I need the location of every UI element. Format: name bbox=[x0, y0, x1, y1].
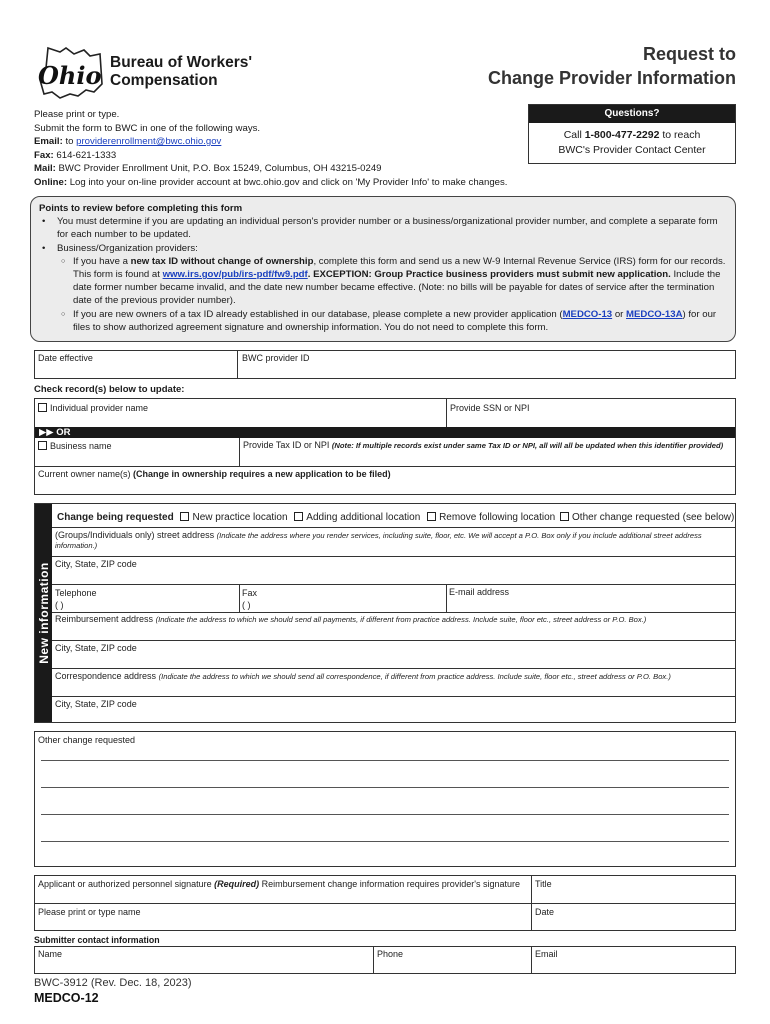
form-number: MEDCO-12 bbox=[34, 991, 99, 1005]
change-requested-label: Change being requested bbox=[57, 512, 174, 523]
new-practice-checkbox[interactable] bbox=[180, 512, 189, 521]
remove-location-checkbox[interactable] bbox=[427, 512, 436, 521]
email-link[interactable]: providerenrollment@bwc.ohio.gov bbox=[76, 136, 222, 147]
questions-heading: Questions? bbox=[529, 105, 735, 123]
fax-field[interactable]: Fax ( ) bbox=[242, 588, 258, 610]
other-change-checkbox[interactable] bbox=[560, 512, 569, 521]
other-change-line bbox=[41, 814, 729, 815]
revision-label: BWC-3912 (Rev. Dec. 18, 2023) bbox=[34, 977, 192, 989]
submitter-phone-field[interactable]: Phone bbox=[377, 949, 404, 959]
submitter-row bbox=[34, 946, 736, 974]
print-name-field[interactable]: Please print or type name bbox=[38, 907, 141, 917]
date-effective-field[interactable]: Date effective bbox=[38, 353, 93, 363]
new-information-side-label: New information bbox=[35, 504, 52, 722]
email-address-field[interactable]: E-mail address bbox=[449, 587, 510, 597]
telephone-field[interactable]: Telephone ( ) bbox=[55, 588, 97, 610]
date-provider-row bbox=[34, 350, 736, 379]
business-label: Business name bbox=[50, 441, 112, 451]
business-checkbox[interactable] bbox=[38, 441, 47, 450]
other-change-line bbox=[41, 841, 729, 842]
city-state-zip-3[interactable]: City, State, ZIP code bbox=[55, 699, 137, 709]
new-information-section: New information Change being requested New practice location Adding additional location Remove following location Other change requested (see below) (Groups/Individuals only) street address (Indicate the address where you render services, including suite, floor, etc. We will accept a P.O. Box only if you include additional street address information.) City, State, ZIP code Telephone ( ) Fax ( ) E-mail address Reimbursement address (Indicate the address to which we should send all payments, if different from practice address. Include suite, floor etc., street address or P.O. Box.) City, State, ZIP code Correspondence address (Indicate the address to which we should send all correspondence, if different from practice address. Include suite, floor etc., street address or P.O. Box.) City, State, ZIP code bbox=[34, 503, 736, 723]
bwc-provider-id-field[interactable]: BWC provider ID bbox=[242, 353, 310, 363]
signature-field[interactable]: Applicant or authorized personnel signature (Required) Reimbursement change information requires provider's signature bbox=[38, 879, 521, 889]
or-divider: ▶▶ OR bbox=[35, 427, 735, 438]
questions-box: Questions? Call 1-800-477-2292 to reach BWC's Provider Contact Center bbox=[528, 104, 736, 164]
tax-id-npi-field[interactable]: Provide Tax ID or NPI (Note: If multiple records exist under same Tax ID or NPI, all will all be updated when this identifier provided) bbox=[243, 440, 724, 450]
points-to-review: Points to review before completing this form • You must determine if you are updating an individual person's provider number or a business/organizational provider number, and complete a separate form for each number to be updated. • Business/Organization providers: ○ If you have a new tax ID without change of ownership, complete this form and send us a new W-9 Internal Revenue Service (IRS) form for our records. This form is found at www.irs.gov/pub/irs-pdf/fw9.pdf. EXCEPTION: Group Practice business providers must submit new application. Include the date former number became invalid, and the date new number became effective. (Note: no bills will be payable for dates of service after the termination date of the previous provider number). ○ If you are new owners of a tax ID already established in our database, please complete a new provider application (MEDCO-13 or MEDCO-13A) for our files to show authorized agreement signature and ownership information. You do not need to complete this form. bbox=[30, 196, 736, 342]
other-change-section[interactable] bbox=[34, 731, 736, 867]
individual-checkbox[interactable] bbox=[38, 403, 47, 412]
irs-w9-link[interactable]: www.irs.gov/pub/irs-pdf/fw9.pdf bbox=[162, 269, 308, 281]
street-address-field[interactable]: (Groups/Individuals only) street address (Indicate the address where you render services, including suite, floor, etc. We will accept a P.O. Box only if you include additional street address information.) bbox=[55, 530, 702, 550]
individual-label: Individual provider name bbox=[50, 403, 149, 413]
submitter-email-field[interactable]: Email bbox=[535, 949, 558, 959]
current-owner-field[interactable]: Current owner name(s) (Change in ownership requires a new application to be filed) bbox=[38, 469, 391, 479]
medco-13-link[interactable]: MEDCO-13 bbox=[562, 308, 613, 320]
bureau-name: Bureau of Workers' Compensation bbox=[110, 54, 253, 89]
title-field[interactable]: Title bbox=[535, 879, 552, 889]
check-records-heading: Check record(s) below to update: bbox=[34, 384, 185, 395]
submitter-heading: Submitter contact information bbox=[34, 935, 160, 945]
submitter-name-field[interactable]: Name bbox=[38, 949, 63, 959]
submission-instructions: Please print or type. Submit the form to BWC in one of the following ways. Email: to providerenrollment@bwc.ohio.gov Fax: 614-621-1333 Mail: BWC Provider Enrollment Unit, P.O. Box 15249, Columbus, OH 43215-0249 Online: Log into your on-line provider account at bwc.ohio.gov and click on 'My Provider Info' to make changes. bbox=[34, 109, 508, 188]
date-field[interactable]: Date bbox=[535, 907, 555, 917]
ssn-npi-field[interactable]: Provide SSN or NPI bbox=[450, 403, 530, 413]
signature-section bbox=[34, 875, 736, 931]
form-footer bbox=[34, 976, 192, 1007]
ohio-logo bbox=[30, 44, 108, 100]
page-title: Request to Change Provider Information bbox=[487, 44, 736, 88]
other-change-line bbox=[41, 760, 729, 761]
other-change-label: Other change requested bbox=[38, 735, 136, 745]
record-type-section bbox=[34, 398, 736, 495]
city-state-zip-1[interactable]: City, State, ZIP code bbox=[55, 559, 137, 569]
ohio-logo-text: Ohio bbox=[38, 61, 102, 90]
other-change-line bbox=[41, 787, 729, 788]
reimbursement-address-field[interactable]: Reimbursement address (Indicate the address to which we should send all payments, if different from practice address. Include suite, floor etc., street address or P.O. Box.) bbox=[55, 614, 647, 624]
correspondence-address-field[interactable]: Correspondence address (Indicate the address to which we should send all correspondence, if different from practice address. Include suite, floor etc., street address or P.O. Box.) bbox=[55, 671, 671, 681]
additional-location-checkbox[interactable] bbox=[294, 512, 303, 521]
medco-13a-link[interactable]: MEDCO-13A bbox=[626, 308, 683, 320]
city-state-zip-2[interactable]: City, State, ZIP code bbox=[55, 643, 137, 653]
